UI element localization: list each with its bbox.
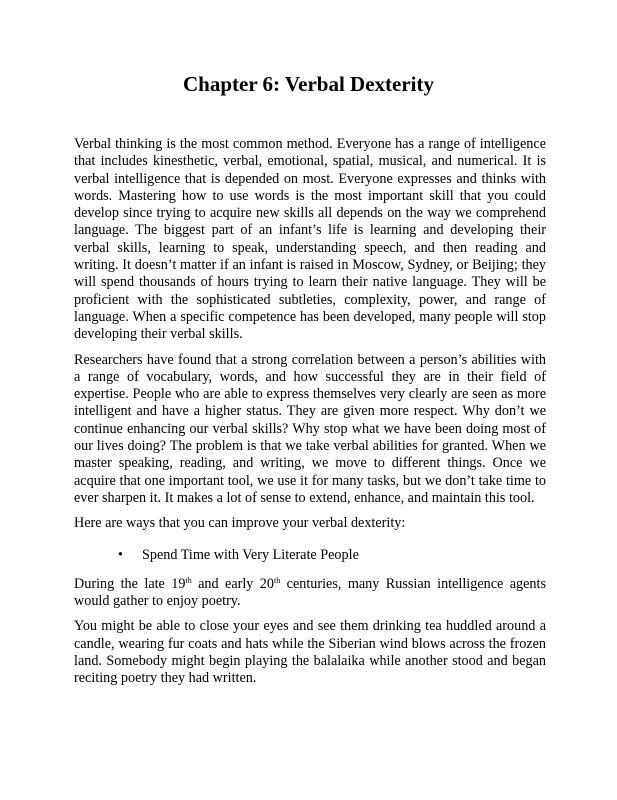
paragraph-3	[74, 576, 546, 611]
bullet-icon: •	[118, 546, 123, 563]
intro-line: Here are ways that you can improve your verbal dexterity:	[74, 515, 406, 532]
paragraph-4: You might be able to close your eyes and see them drinking tea huddled around a candle, wearing fur coats and hats while the Siberian wind blows across the frozen land. Somebody might begin playing the balalaika while another stood and began reciting poetry they had written.	[74, 618, 546, 687]
paragraph-1: Verbal thinking is the most common method. Everyone has a range of intelligence that includes kinesthetic, verbal, emotional, spatial, musical, and numerical. It is verbal intelligence that is depended on most. Everyone expresses and thinks with words. Mastering how to use words is the most important skill that you could develop since trying to acquire new skills all depends on the way we comprehend language. The biggest part of an infant’s life is learning and developing their verbal skills, learning to speak, understanding speech, and then reading and writing. It doesn’t matter if an infant is raised in Moscow, Sydney, or Beijing; they will spend thousands of hours trying to learn their native language. They will be proficient with the sophisticated subtleties, complexity, power, and range of language. When a specific competence has been developed, many people will stop developing their verbal skills.	[74, 136, 546, 343]
paragraph-3-part2: and early 20	[191, 575, 274, 592]
superscript-th-2: th	[274, 575, 281, 585]
paragraph-3-part3: centuries, many Russian intelligence agents would gather to enjoy poetry.	[74, 575, 546, 610]
paragraph-2: Researchers have found that a strong correlation between a person’s abilities with a range of vocabulary, words, and how successful they are in their field of expertise. People who are able to express themselves very clearly are seen as more intelligent and have a higher status. They are given more respect. Why don’t we continue enhancing our verbal skills? Why stop what we have been doing most of our lives doing? The problem is that we take verbal abilities for granted. When we master speaking, reading, and writing, we move to different things. Once we acquire that one important tool, we use it for many tasks, but we don’t take time to ever sharpen it. It makes a lot of sense to extend, enhance, and maintain this tool.	[74, 351, 546, 506]
superscript-th-1: th	[185, 575, 192, 585]
chapter-title: Chapter 6: Verbal Dexterity	[183, 72, 434, 96]
bullet-list-item	[118, 547, 546, 564]
paragraph-3-part1: During the late 19	[74, 575, 186, 592]
document-body	[74, 136, 546, 696]
bullet-item-text: Spend Time with Very Literate People	[142, 546, 359, 563]
